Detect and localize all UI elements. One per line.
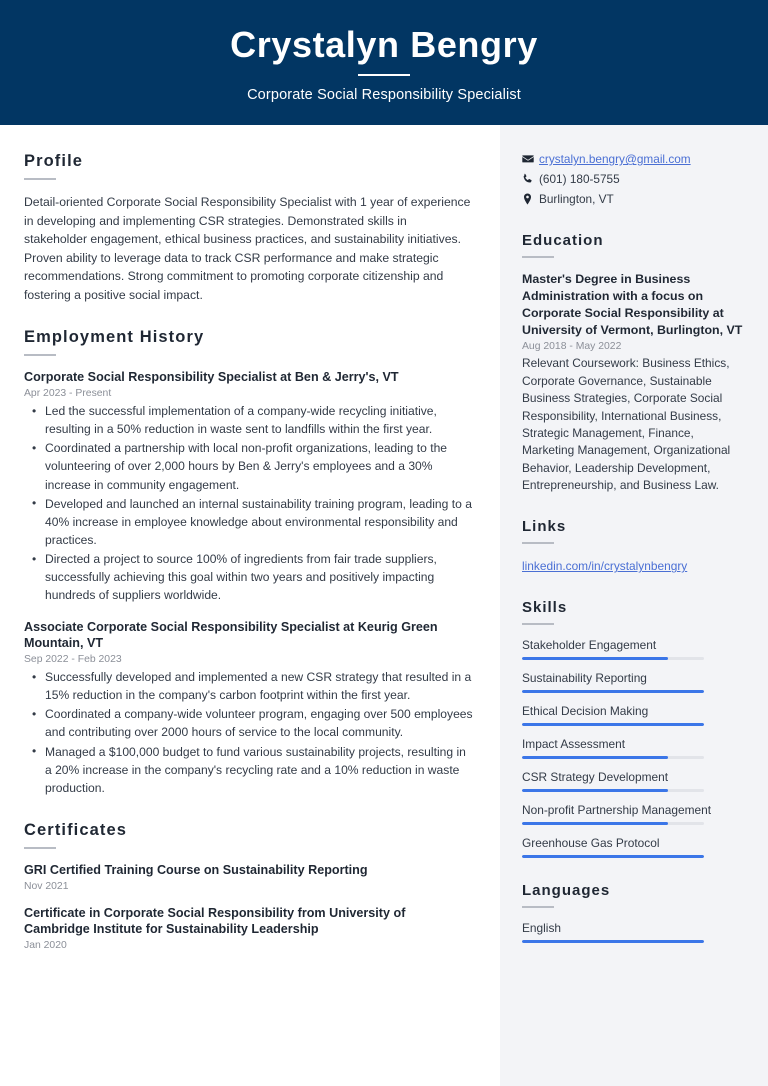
certificate-title: GRI Certified Training Course on Sustainability Reporting (24, 863, 368, 878)
skill-bar (522, 690, 704, 693)
skill-bar (522, 855, 704, 858)
job-bullet: • Coordinated a company-wide volunteer program, engaging over 500 employees and contributing over 2000 hours of service to the local community. (24, 705, 473, 741)
main-column (0, 125, 500, 1086)
certificates-heading: Certificates (24, 821, 128, 840)
heading-divider (522, 906, 554, 908)
skill-item (522, 737, 746, 759)
job-bullet: • Directed a project to source 100% of ingredients from fair trade suppliers, successfully achieving this goal within two years and positively impacting hundreds of suppliers worldwide. (24, 550, 473, 604)
skill-label: Ethical Decision Making (522, 704, 649, 719)
contact-location: Burlington, VT (539, 192, 614, 206)
section-education (522, 232, 746, 494)
education-date: Aug 2018 - May 2022 (522, 341, 622, 353)
candidate-name: Crystalyn Bengry (230, 24, 538, 66)
skills-heading: Skills (522, 599, 568, 617)
location-pin-icon (522, 192, 539, 205)
job-bullet: • Coordinated a partnership with local non-profit organizations, leading to the volunteering of over 2,000 hours by Ben & Jerry's employees and a 30% increase in community engagement. (24, 439, 473, 493)
section-employment-history (24, 328, 473, 797)
contact-block (522, 152, 746, 206)
certificate-title: Certificate in Corporate Social Responsibility from University of Cambridge Institute for Sustainability Leadership (24, 905, 406, 937)
language-bar (522, 940, 704, 943)
skill-item (522, 836, 746, 858)
employment-heading: Employment History (24, 328, 205, 347)
skill-bar-fill (522, 855, 704, 858)
skill-bar-fill (522, 822, 668, 825)
contact-phone: (601) 180-5755 (539, 172, 620, 186)
job-date: Apr 2023 - Present (24, 388, 112, 400)
language-label: English (522, 921, 561, 936)
heading-divider (522, 542, 554, 544)
contact-row-location (522, 192, 746, 206)
skill-label: Greenhouse Gas Protocol (522, 836, 660, 851)
skill-label: Non-profit Partnership Management (522, 803, 712, 818)
heading-divider (522, 256, 554, 258)
profile-text: Detail-oriented Corporate Social Responsibility Specialist with 1 year of experience in developing and implementing CSR strategies. Demonstrated skills in stakeholder engagement, ethical business practices, and sustainability initiatives. Proven ability to leverage data to track CSR performance and make strategic recommendations. Strong commitment to promoting corporate citizenship and fostering a positive social impact. (24, 195, 471, 302)
candidate-job-title: Corporate Social Responsibility Specialist (247, 86, 521, 103)
skill-bar-fill (522, 690, 704, 693)
skill-label: CSR Strategy Development (522, 770, 669, 785)
contact-email[interactable]: crystalyn.bengry@gmail.com (539, 152, 691, 166)
certificate-entry (24, 862, 473, 892)
job-bullet-list (24, 402, 473, 605)
contact-row-phone (522, 172, 746, 186)
skill-bar (522, 756, 704, 759)
skill-item (522, 671, 746, 693)
sidebar-column (500, 125, 768, 1086)
resume-body (0, 125, 768, 1086)
skill-bar-fill (522, 657, 668, 660)
phone-icon (522, 172, 539, 185)
section-profile (24, 152, 473, 304)
skill-item (522, 803, 746, 825)
heading-divider (24, 178, 56, 180)
heading-divider (24, 354, 56, 356)
job-title: Associate Corporate Social Responsibility Specialist at Keurig Green Mountain, VT (24, 619, 438, 651)
job-bullet: • Successfully developed and implemented a new CSR strategy that resulted in a 15% reduction in the company's carbon footprint within the first year. (24, 668, 473, 704)
section-skills (522, 599, 746, 858)
language-bar-fill (522, 940, 704, 943)
job-bullet: • Led the successful implementation of a company-wide recycling initiative, resulting in a 50% reduction in waste sent to landfills within the first year. (24, 402, 473, 438)
link-linkedin[interactable]: linkedin.com/in/crystalynbengry (522, 559, 688, 574)
job-bullet: • Developed and launched an internal sustainability training program, leading to a 40% increase in employee knowledge about environmental responsibility and practices. (24, 495, 473, 549)
links-heading: Links (522, 518, 567, 536)
skill-bar (522, 723, 704, 726)
job-bullet-list (24, 668, 473, 797)
skill-bar-fill (522, 789, 668, 792)
skill-bar-fill (522, 723, 704, 726)
section-certificates (24, 821, 473, 951)
skill-bar (522, 657, 704, 660)
education-degree: Master's Degree in Business Administration with a focus on Corporate Social Responsibility at University of Vermont, Burlington, VT (522, 272, 743, 338)
job-date: Sep 2022 - Feb 2023 (24, 654, 122, 666)
skill-bar-fill (522, 756, 668, 759)
certificate-date: Jan 2020 (24, 940, 67, 952)
skill-bar (522, 822, 704, 825)
skill-item (522, 770, 746, 792)
resume-header (0, 0, 768, 125)
section-languages (522, 882, 746, 943)
skill-item (522, 704, 746, 726)
job-entry (24, 619, 473, 797)
skill-item (522, 638, 746, 660)
education-description: Relevant Coursework: Business Ethics, Corporate Governance, Sustainable Business Strategies, Corporate Social Responsibility, International Business, Strategic Management, Finance, Marketing Management, Organizational Behavior, Leadership Development, Entrepreneurship, and Business Law. (522, 356, 731, 493)
skill-bar (522, 789, 704, 792)
language-item (522, 921, 746, 943)
skill-label: Sustainability Reporting (522, 671, 647, 686)
contact-row-email[interactable] (522, 152, 746, 166)
job-bullet: • Managed a $100,000 budget to fund various sustainability projects, resulting in a 20% increase in the company's recycling rate and a 10% reduction in waste production. (24, 743, 473, 797)
email-icon (522, 152, 539, 165)
job-entry (24, 369, 473, 604)
skill-label: Stakeholder Engagement (522, 638, 657, 653)
certificate-entry (24, 905, 473, 951)
certificate-date: Nov 2021 (24, 880, 69, 892)
profile-heading: Profile (24, 152, 84, 170)
education-heading: Education (522, 232, 604, 249)
name-divider (358, 74, 410, 76)
skill-label: Impact Assessment (522, 737, 626, 752)
heading-divider (24, 847, 56, 849)
languages-heading: Languages (522, 882, 611, 900)
section-links (522, 518, 746, 575)
job-title: Corporate Social Responsibility Specialist at Ben & Jerry's, VT (24, 370, 399, 385)
heading-divider (522, 623, 554, 625)
